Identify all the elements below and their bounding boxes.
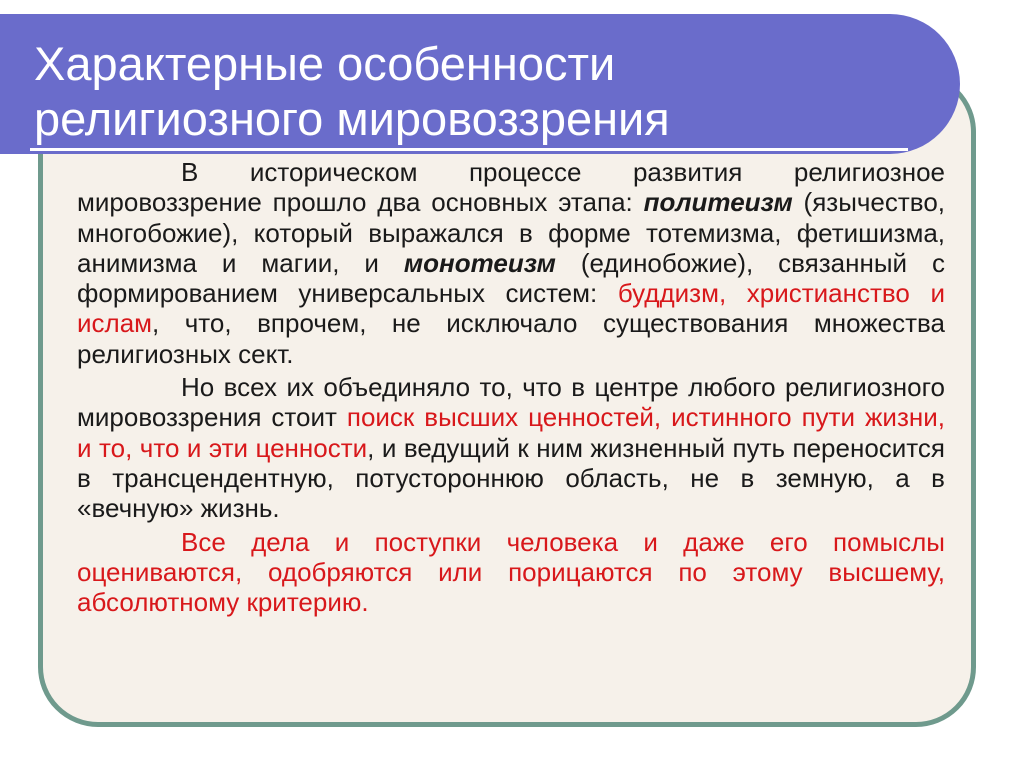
title-line-2: религиозного мировоззрения [34, 92, 670, 145]
term-polytheism: политеизм [643, 187, 793, 218]
paragraph-criterion: Все дела и поступки человека и даже его помыслы оцениваются, одобряются или порицаются по этому высшему, абсолютному критерию. [77, 526, 945, 618]
higher-values-highlight: поиск высших ценностей, истинного пути жизни, и то, что и эти ценности [77, 402, 945, 463]
title-band [0, 14, 960, 154]
p2-text-1: Но всех их объединяло то, что в центре любого религиозного мировоззрения стоит [77, 372, 945, 433]
paragraph-higher-values [77, 372, 945, 523]
p2-text-2: , и ведущий к ним жизненный путь переносится в трансцендентную, потустороннюю область, не в земную, а в «вечную» жизнь. [77, 432, 945, 524]
slide-title [34, 36, 670, 146]
title-underline [30, 148, 908, 151]
paragraph-stages [77, 157, 945, 369]
world-religions-highlight: буддизм, христианство и ислам [77, 278, 946, 339]
p1-text-4: , что, впрочем, не исключало существования множества религиозных сект. [77, 308, 945, 369]
p1-text-3: (единобожие), связанный с формированием универсальных систем: [77, 247, 945, 309]
p1-text-2: (язычество, многобожие), который выражался в форме тотемизма, фетишизма, анимизма и магии, и [77, 187, 946, 278]
body-text [77, 157, 945, 620]
p1-text-1: В историческом процессе развития религиозное мировоззрение прошло два основных этапа: [77, 157, 945, 218]
title-line-1: Характерные особенности [34, 37, 616, 90]
term-monotheism: монотеизм [403, 247, 556, 278]
